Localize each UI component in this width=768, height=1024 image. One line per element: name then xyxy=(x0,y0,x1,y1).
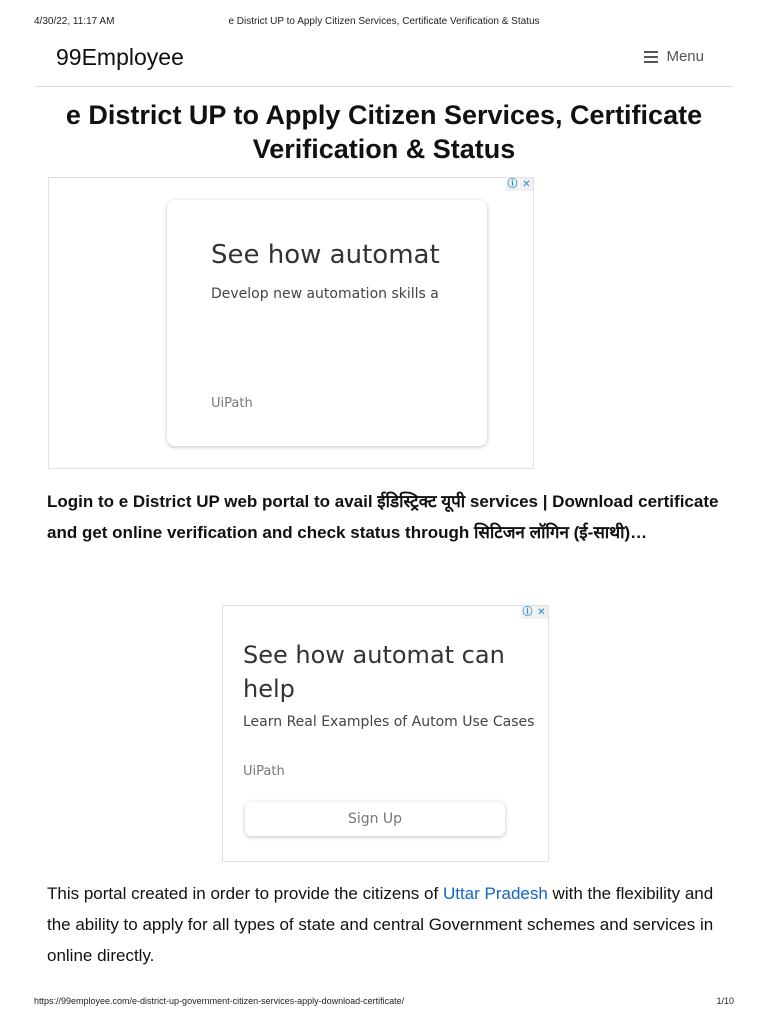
ad-info-icon[interactable]: ⓘ xyxy=(507,179,518,190)
paragraph-text: This portal created in order to provide the citizens of xyxy=(47,884,443,903)
ad-brand: UiPath xyxy=(243,764,285,779)
ad-description: Develop new automation skills a xyxy=(211,286,439,302)
ad-info-icon[interactable]: ⓘ xyxy=(522,607,533,618)
ad-close-icon[interactable]: ✕ xyxy=(520,178,533,191)
ad-content[interactable] xyxy=(223,606,535,861)
article-paragraph xyxy=(47,878,727,971)
ad-close-icon[interactable]: ✕ xyxy=(535,606,548,619)
ad-brand: UiPath xyxy=(211,396,253,411)
ad-cta-label: Sign Up xyxy=(347,811,403,827)
article-title: e District UP to Apply Citizen Services, Certificate Verification & Status xyxy=(65,100,703,164)
ad-description: Learn Real Examples of Autom Use Cases xyxy=(243,714,535,730)
ad-headline: See how automat xyxy=(211,240,440,270)
advertisement-2[interactable] xyxy=(222,605,549,862)
menu-label: Menu xyxy=(666,48,704,65)
uttar-pradesh-link[interactable]: Uttar Pradesh xyxy=(442,884,548,903)
print-timestamp: 4/30/22, 11:17 AM xyxy=(34,16,115,27)
ad-signup-button[interactable] xyxy=(245,802,505,836)
print-page-title: e District UP to Apply Citizen Services, Certificate Verification & Status xyxy=(228,16,540,27)
print-url: https://99employee.com/e-district-up-government-citizen-services-apply-download-certificate/ xyxy=(34,996,405,1006)
ad-card[interactable] xyxy=(167,200,487,446)
article-intro: Login to e District UP web portal to avail ईडिस्ट्रिक्ट यूपी services | Download certificate and get online verification and check status through सिटिजन लॉगिन (ई-साथी)… xyxy=(47,492,719,542)
ad-badges xyxy=(506,178,533,191)
advertisement-1[interactable] xyxy=(48,177,534,469)
ad-headline: See how automat can help xyxy=(243,641,505,703)
site-logo[interactable]: 99Employee xyxy=(56,44,184,70)
hamburger-icon xyxy=(644,51,658,62)
paragraph-text: with the flexibility and the ability to apply for all types of state and central Government schemes and services in online directly. xyxy=(47,884,714,965)
page-number: 1/10 xyxy=(716,996,734,1006)
ad-badges xyxy=(521,606,548,619)
menu-button[interactable] xyxy=(644,48,704,65)
site-header xyxy=(36,38,732,87)
